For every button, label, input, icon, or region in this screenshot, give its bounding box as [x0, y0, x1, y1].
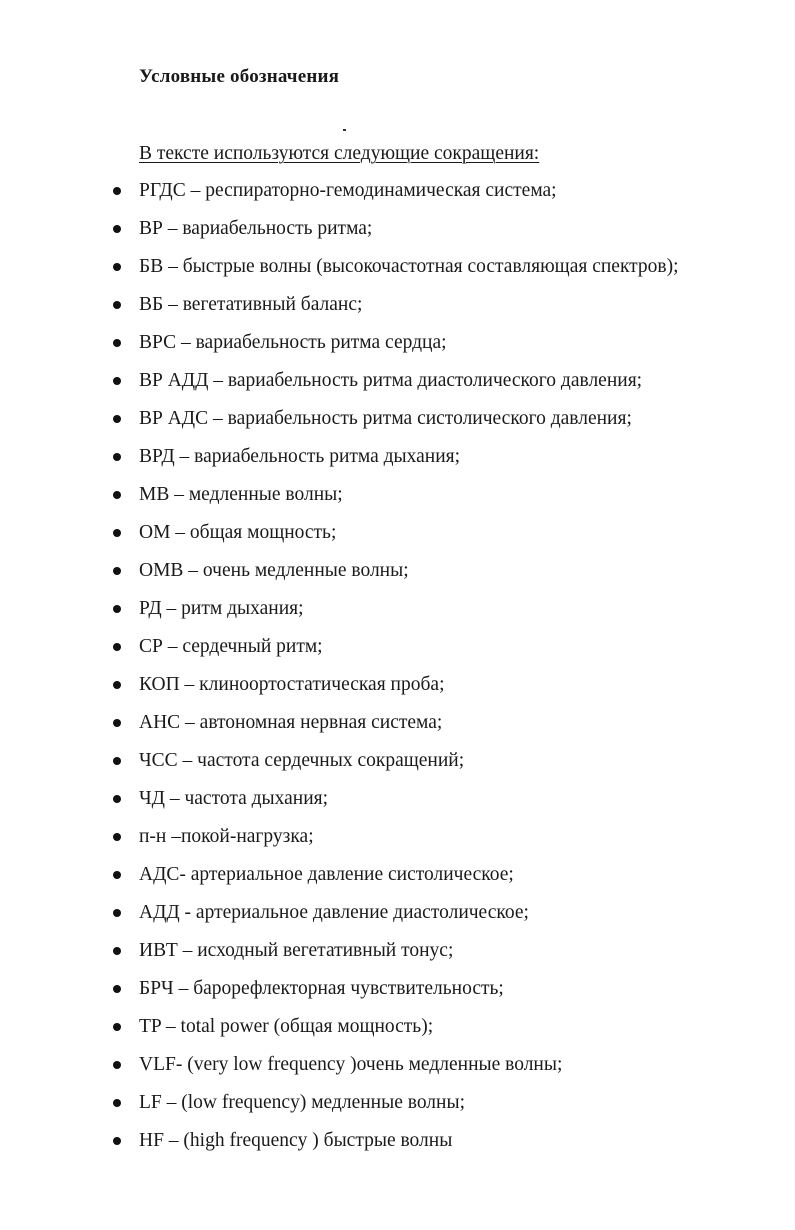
bullet-icon — [113, 719, 121, 727]
list-item-text: VLF- (very low frequency )очень медленные волны; — [139, 1054, 563, 1075]
bullet-icon — [113, 605, 121, 613]
list-item-text: ВР АДС – вариабельность ритма систолического давления; — [139, 408, 632, 429]
list-item-text: КОП – клиноортостатическая проба; — [139, 674, 445, 695]
bullet-icon — [113, 453, 121, 461]
bullet-icon — [113, 567, 121, 575]
bullet-icon — [113, 491, 121, 499]
list-item-text: АНС – автономная нервная система; — [139, 712, 443, 733]
list-item-text: ИВТ – исходный вегетативный тонус; — [139, 940, 454, 961]
intro-text: В тексте используются следующие сокращения: — [139, 143, 540, 164]
bullet-icon — [113, 909, 121, 917]
list-item-text: ВРД – вариабельность ритма дыхания; — [139, 446, 461, 467]
bullet-icon — [113, 377, 121, 385]
list-item-text: АДС- артериальное давление систолическое; — [139, 864, 514, 885]
list-item-text: РД – ритм дыхания; — [139, 598, 304, 619]
list-item-text: ВР – вариабельность ритма; — [139, 218, 373, 239]
list-item-text: п-н –покой-нагрузка; — [139, 826, 314, 847]
bullet-icon — [113, 1099, 121, 1107]
bullet-icon — [113, 1023, 121, 1031]
bullet-icon — [113, 225, 121, 233]
bullet-icon — [113, 643, 121, 651]
bullet-icon — [113, 415, 121, 423]
list-item-text: АДД - артериальное давление диастолическое; — [139, 902, 529, 923]
list-item-text: СР – сердечный ритм; — [139, 636, 323, 657]
list-item-text: HF – (high frequency ) быстрые волны — [139, 1130, 453, 1151]
bullet-icon — [113, 339, 121, 347]
list-item-text: ВБ – вегетативный баланс; — [139, 294, 363, 315]
list-item-text: LF – (low frequency) медленные волны; — [139, 1092, 465, 1113]
scan-speck — [343, 129, 346, 131]
bullet-icon — [113, 871, 121, 879]
bullet-icon — [113, 529, 121, 537]
list-item-text: ВРС – вариабельность ритма сердца; — [139, 332, 447, 353]
list-item-text: ВР АДД – вариабельность ритма диастолического давления; — [139, 370, 643, 391]
list-item-text: БВ – быстрые волны (высокочастотная составляющая спектров); — [139, 256, 679, 277]
bullet-icon — [113, 263, 121, 271]
list-item-text: TP – total power (общая мощность); — [139, 1016, 434, 1037]
bullet-icon — [113, 301, 121, 309]
list-item-text: БРЧ – барорефлекторная чувствительность; — [139, 978, 504, 999]
bullet-icon — [113, 187, 121, 195]
bullet-icon — [113, 1137, 121, 1145]
bullet-icon — [113, 795, 121, 803]
list-item-text: РГДС – респираторно-гемодинамическая система; — [139, 180, 557, 201]
list-item-text: ОМ – общая мощность; — [139, 522, 337, 543]
list-item-text: ЧСС – частота сердечных сокращений; — [139, 750, 465, 771]
bullet-icon — [113, 681, 121, 689]
bullet-icon — [113, 947, 121, 955]
list-item-text: МВ – медленные волны; — [139, 484, 343, 505]
list-item-text: ЧД – частота дыхания; — [139, 788, 329, 809]
bullet-icon — [113, 1061, 121, 1069]
bullet-icon — [113, 833, 121, 841]
bullet-icon — [113, 757, 121, 765]
page-title: Условные обозначения — [139, 66, 340, 87]
bullet-icon — [113, 985, 121, 993]
list-item-text: ОМВ – очень медленные волны; — [139, 560, 409, 581]
